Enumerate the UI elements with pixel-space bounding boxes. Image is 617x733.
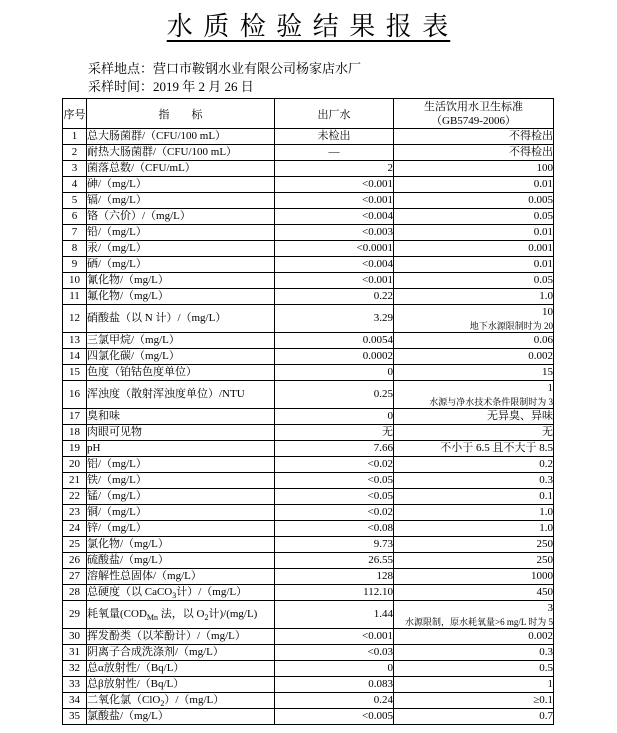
standard-cell [394, 425, 554, 441]
row-no-cell: 7 [63, 225, 87, 241]
value-cell: 0.24 [275, 693, 394, 709]
indicator-cell: 锌/（mg/L） [87, 521, 275, 537]
table-row [63, 177, 554, 193]
header-standard [394, 99, 554, 129]
table-row [63, 441, 554, 457]
row-no-cell: 29 [63, 601, 87, 629]
standard-cell [394, 489, 554, 505]
indicator-cell [87, 693, 275, 709]
indicator-cell: 臭和味 [87, 409, 275, 425]
table-row [63, 257, 554, 273]
indicator-cell: 氰化物/（mg/L） [87, 273, 275, 289]
value-cell: <0.004 [275, 209, 394, 225]
indicator-cell: 铬（六价）/（mg/L） [87, 209, 275, 225]
value-cell: <0.05 [275, 473, 394, 489]
value-cell: <0.003 [275, 225, 394, 241]
value-cell: <0.001 [275, 629, 394, 645]
row-no-cell: 2 [63, 145, 87, 161]
standard-cell [394, 505, 554, 521]
standard-cell [394, 273, 554, 289]
standard-cell [394, 645, 554, 661]
row-no-cell: 25 [63, 537, 87, 553]
value-cell: 0.22 [275, 289, 394, 305]
indicator-subscript: 2 [160, 699, 165, 709]
standard-cell [394, 677, 554, 693]
table-row [63, 381, 554, 409]
table-row [63, 145, 554, 161]
indicator-cell: 镉/（mg/L） [87, 193, 275, 209]
standard-value: 1000 [531, 570, 553, 582]
indicator-cell: 肉眼可见物 [87, 425, 275, 441]
standard-cell [394, 145, 554, 161]
indicator-cell: pH [87, 441, 275, 457]
row-no-cell: 10 [63, 273, 87, 289]
standard-cell [394, 381, 554, 409]
row-no-cell: 16 [63, 381, 87, 409]
table-row [63, 457, 554, 473]
indicator-cell: 阴离子合成洗涤剂/（mg/L） [87, 645, 275, 661]
row-no-cell: 30 [63, 629, 87, 645]
row-no-cell: 5 [63, 193, 87, 209]
standard-value: 不小于 6.5 且不大于 8.5 [440, 442, 553, 454]
value-cell: 无 [275, 425, 394, 441]
standard-cell [394, 457, 554, 473]
standard-value: 100 [536, 162, 553, 174]
standard-value: 0.001 [528, 242, 553, 254]
value-cell: — [275, 145, 394, 161]
indicator-cell: 四氯化碳/（mg/L） [87, 349, 275, 365]
table-row [63, 489, 554, 505]
table-row [63, 537, 554, 553]
table-row [63, 569, 554, 585]
standard-value: 10 [542, 306, 553, 318]
standard-value: 0.06 [533, 334, 553, 346]
indicator-cell: 汞/（mg/L） [87, 241, 275, 257]
table-row [63, 209, 554, 225]
sampling-location-label: 采样地点： [88, 61, 154, 76]
table-row [63, 505, 554, 521]
value-cell: 7.66 [275, 441, 394, 457]
indicator-cell: 溶解性总固体/（mg/L） [87, 569, 275, 585]
value-cell: 3.29 [275, 305, 394, 333]
standard-value: 0.2 [539, 458, 553, 470]
standard-value: 250 [536, 538, 553, 550]
row-no-cell: 3 [63, 161, 87, 177]
table-row [63, 553, 554, 569]
table-row [63, 349, 554, 365]
standard-cell [394, 409, 554, 425]
sampling-location-line [88, 60, 361, 78]
sampling-info [88, 60, 361, 96]
table-row [63, 289, 554, 305]
table-row [63, 161, 554, 177]
indicator-cell: 浑浊度（散射浑浊度单位）/NTU [87, 381, 275, 409]
standard-value: 1 [547, 382, 553, 394]
standard-cell [394, 209, 554, 225]
table-row [63, 473, 554, 489]
row-no-cell: 20 [63, 457, 87, 473]
standard-note: 水源与净水技术条件限制时为 3 [429, 397, 553, 407]
indicator-cell: 氯酸盐/（mg/L） [87, 709, 275, 725]
value-cell: 1.44 [275, 601, 394, 629]
table-row [63, 273, 554, 289]
table-row [63, 225, 554, 241]
value-cell: <0.05 [275, 489, 394, 505]
value-cell: 0 [275, 661, 394, 677]
standard-cell [394, 693, 554, 709]
row-no-cell: 31 [63, 645, 87, 661]
report-title: 水 质 检 验 结 果 报 表 [166, 12, 451, 41]
table-row [63, 677, 554, 693]
standard-value: 0.01 [533, 226, 553, 238]
header-standard-line2: （GB5749-2006） [431, 114, 516, 127]
row-no-cell: 33 [63, 677, 87, 693]
value-cell: 未检出 [275, 129, 394, 145]
table-row [63, 521, 554, 537]
standard-value: 无 [542, 426, 553, 438]
standard-value: 15 [542, 366, 553, 378]
indicator-cell: 硝酸盐（以 N 计）/（mg/L） [87, 305, 275, 333]
standard-value: 3 [547, 602, 553, 614]
row-no-cell: 32 [63, 661, 87, 677]
table-row [63, 661, 554, 677]
standard-value: 不得检出 [509, 146, 553, 158]
table-row [63, 241, 554, 257]
standard-cell [394, 225, 554, 241]
standard-value: 0.7 [539, 710, 553, 722]
row-no-cell: 27 [63, 569, 87, 585]
standard-value: 0.5 [539, 662, 553, 674]
standard-value: 0.01 [533, 178, 553, 190]
row-no-cell: 22 [63, 489, 87, 505]
standard-value: 无异臭、异味 [487, 410, 553, 422]
standard-cell [394, 661, 554, 677]
standard-value: ≥0.1 [533, 694, 553, 706]
standard-cell [394, 289, 554, 305]
sampling-location-value: 营口市鞍钢水业有限公司杨家店水厂 [153, 61, 362, 76]
standard-cell [394, 177, 554, 193]
table-row [63, 409, 554, 425]
standard-cell [394, 193, 554, 209]
indicator-cell [87, 601, 275, 629]
indicator-text: 计）/（mg/L） [176, 586, 248, 598]
indicator-text: 耗氧量(COD [87, 608, 147, 620]
header-no: 序号 [63, 99, 87, 129]
standard-cell [394, 569, 554, 585]
standard-value: 250 [536, 554, 553, 566]
indicator-subscript: 2 [204, 613, 209, 623]
row-no-cell: 14 [63, 349, 87, 365]
standard-cell [394, 537, 554, 553]
table-row [63, 333, 554, 349]
table-row [63, 693, 554, 709]
standard-value: 450 [536, 586, 553, 598]
value-cell: 2 [275, 161, 394, 177]
value-cell: <0.001 [275, 273, 394, 289]
value-cell: 0.0002 [275, 349, 394, 365]
indicator-cell: 氟化物/（mg/L） [87, 289, 275, 305]
row-no-cell: 19 [63, 441, 87, 457]
value-cell: <0.001 [275, 193, 394, 209]
value-cell: 0 [275, 365, 394, 381]
standard-cell [394, 365, 554, 381]
indicator-cell: 砷/（mg/L） [87, 177, 275, 193]
row-no-cell: 18 [63, 425, 87, 441]
standard-cell [394, 473, 554, 489]
standard-value: 0.05 [533, 210, 553, 222]
standard-value: 1.0 [539, 290, 553, 302]
indicator-cell: 总大肠菌群/（CFU/100 mL） [87, 129, 275, 145]
standard-value: 0.002 [528, 630, 553, 642]
value-cell: 112.10 [275, 585, 394, 601]
table-row [63, 585, 554, 601]
standard-value: 1.0 [539, 506, 553, 518]
indicator-cell: 铅/（mg/L） [87, 225, 275, 241]
value-cell: <0.004 [275, 257, 394, 273]
row-no-cell: 9 [63, 257, 87, 273]
row-no-cell: 34 [63, 693, 87, 709]
table-row [63, 425, 554, 441]
row-no-cell: 6 [63, 209, 87, 225]
standard-value: 0.1 [539, 490, 553, 502]
indicator-cell: 铁/（mg/L） [87, 473, 275, 489]
row-no-cell: 1 [63, 129, 87, 145]
row-no-cell: 11 [63, 289, 87, 305]
value-cell: <0.03 [275, 645, 394, 661]
indicator-text: 总硬度（以 CaCO [87, 586, 173, 598]
standard-cell [394, 349, 554, 365]
standard-value: 1.0 [539, 522, 553, 534]
row-no-cell: 21 [63, 473, 87, 489]
standard-value: 0.01 [533, 258, 553, 270]
indicator-subscript: Mn [146, 613, 159, 623]
indicator-cell: 菌落总数/（CFU/mL） [87, 161, 275, 177]
standard-cell [394, 161, 554, 177]
standard-value: 0.3 [539, 474, 553, 486]
value-cell: <0.02 [275, 457, 394, 473]
header-indicator: 指 标 [87, 99, 275, 129]
standard-cell [394, 257, 554, 273]
sampling-time-line [88, 78, 361, 96]
table-row [63, 129, 554, 145]
value-cell: 0.083 [275, 677, 394, 693]
value-cell: <0.08 [275, 521, 394, 537]
header-value: 出厂水 [275, 99, 394, 129]
indicator-cell: 锰/（mg/L） [87, 489, 275, 505]
table-row [63, 193, 554, 209]
table-row [63, 709, 554, 725]
table-row [63, 365, 554, 381]
value-cell: 0 [275, 409, 394, 425]
standard-note: 地下水源限制时为 20 [469, 321, 553, 331]
value-cell: 9.73 [275, 537, 394, 553]
indicator-cell: 总β放射性/（Bq/L） [87, 677, 275, 693]
table-header-row [63, 99, 554, 129]
standard-cell [394, 601, 554, 629]
standard-value: 1 [547, 678, 553, 690]
indicator-cell: 挥发酚类（以苯酚计）/（mg/L） [87, 629, 275, 645]
indicator-cell: 氯化物/（mg/L） [87, 537, 275, 553]
indicator-cell: 硒/（mg/L） [87, 257, 275, 273]
standard-value: 0.05 [533, 274, 553, 286]
value-cell: <0.02 [275, 505, 394, 521]
value-cell: <0.001 [275, 177, 394, 193]
table-row [63, 305, 554, 333]
value-cell: 0.25 [275, 381, 394, 409]
indicator-cell: 硫酸盐/（mg/L） [87, 553, 275, 569]
value-cell: <0.005 [275, 709, 394, 725]
indicator-text: 计)/(mg/L) [208, 608, 258, 620]
row-no-cell: 23 [63, 505, 87, 521]
table-row [63, 629, 554, 645]
table-body [63, 129, 554, 725]
row-no-cell: 12 [63, 305, 87, 333]
row-no-cell: 24 [63, 521, 87, 537]
water-quality-table [62, 98, 554, 725]
standard-value: 0.002 [528, 350, 553, 362]
indicator-cell: 三氯甲烷/（mg/L） [87, 333, 275, 349]
standard-value: 不得检出 [509, 130, 553, 142]
row-no-cell: 13 [63, 333, 87, 349]
value-cell: 26.55 [275, 553, 394, 569]
value-cell: 128 [275, 569, 394, 585]
table-row [63, 601, 554, 629]
sampling-time-value: 2019 年 2 月 26 日 [153, 79, 254, 94]
standard-cell [394, 305, 554, 333]
table-row [63, 645, 554, 661]
row-no-cell: 28 [63, 585, 87, 601]
indicator-cell: 耐热大肠菌群/（CFU/100 mL） [87, 145, 275, 161]
standard-cell [394, 585, 554, 601]
value-cell: 0.0054 [275, 333, 394, 349]
indicator-subscript: 3 [172, 591, 177, 601]
row-no-cell: 17 [63, 409, 87, 425]
standard-cell [394, 129, 554, 145]
indicator-cell [87, 585, 275, 601]
indicator-cell: 铜/（mg/L） [87, 505, 275, 521]
row-no-cell: 26 [63, 553, 87, 569]
sampling-time-label: 采样时间： [88, 79, 154, 94]
indicator-text: ）/（mg/L） [164, 694, 225, 706]
indicator-cell: 色度（铂钴色度单位） [87, 365, 275, 381]
indicator-cell: 总α放射性/（Bq/L） [87, 661, 275, 677]
row-no-cell: 35 [63, 709, 87, 725]
value-cell: <0.0001 [275, 241, 394, 257]
row-no-cell: 4 [63, 177, 87, 193]
standard-cell [394, 521, 554, 537]
row-no-cell: 8 [63, 241, 87, 257]
standard-cell [394, 709, 554, 725]
standard-value: 0.005 [528, 194, 553, 206]
standard-cell [394, 553, 554, 569]
standard-note: 水源限制，原水耗氧量>6 mg/L 时为 5 [405, 617, 553, 627]
indicator-text: 二氧化氯（ClO [87, 694, 161, 706]
header-standard-line1: 生活饮用水卫生标准 [424, 100, 523, 113]
standard-value: 0.3 [539, 646, 553, 658]
standard-cell [394, 241, 554, 257]
standard-cell [394, 333, 554, 349]
row-no-cell: 15 [63, 365, 87, 381]
indicator-cell: 铝/（mg/L） [87, 457, 275, 473]
standard-cell [394, 629, 554, 645]
standard-cell [394, 441, 554, 457]
indicator-text: 法，以 O [158, 608, 205, 620]
